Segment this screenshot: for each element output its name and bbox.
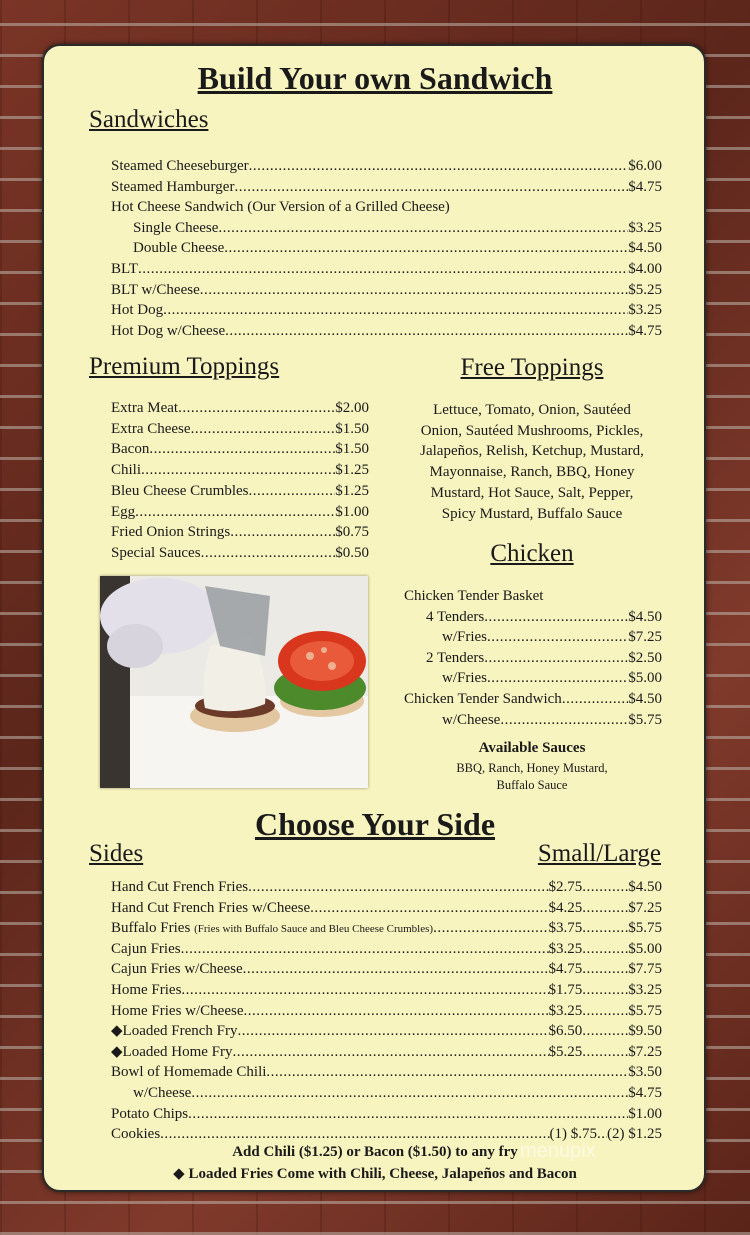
large-price: (2) $1.25 (607, 1126, 662, 1143)
item-label: Hot Dog w/Cheese (111, 322, 226, 339)
item-price: $1.50 (335, 420, 369, 437)
dot-leader (160, 1124, 549, 1144)
item-price: $4.50 (628, 608, 662, 625)
side-label: Hand Cut French Fries w/Cheese (111, 899, 311, 916)
large-price: $4.50 (628, 879, 662, 895)
item-label: Egg (111, 503, 136, 520)
page-title: Build Your own Sandwich (197, 60, 553, 96)
dot-leader (484, 648, 628, 668)
side-row (111, 1042, 662, 1062)
dot-leader (249, 156, 629, 176)
dot-leader (243, 1001, 548, 1021)
menu-row (111, 502, 369, 522)
menu-row (404, 689, 662, 709)
dot-leader-2 (597, 1124, 607, 1144)
side-label: ◆Loaded Home Fry (111, 1043, 233, 1060)
sauce-line: Buffalo Sauce (496, 778, 568, 792)
side-label: Cookies (111, 1126, 161, 1143)
item-price: $0.50 (335, 544, 369, 561)
dot-leader (188, 1104, 628, 1124)
small-price: $3.25 (548, 940, 583, 957)
side-label: Cajun Fries w/Cheese (111, 961, 243, 978)
menu-row (133, 238, 662, 258)
side-label: Potato Chips (111, 1105, 189, 1122)
menu-row (133, 218, 662, 238)
small-price: $4.75 (548, 961, 583, 978)
item-price: $3.25 (628, 302, 662, 319)
small-large-heading: Small/Large (537, 840, 661, 867)
menu-row (404, 586, 662, 606)
dot-leader-2 (582, 1021, 628, 1041)
item-label: Extra Cheese (111, 420, 191, 437)
dot-leader (248, 877, 548, 897)
side-note: (Fries with Buffalo Sauce and Bleu Cheese Crumbles) (194, 923, 434, 936)
item-label: Single Cheese (133, 219, 219, 236)
large-price: $7.25 (628, 899, 662, 916)
menu-row (426, 607, 662, 627)
side-label: Home Fries w/Cheese (111, 1002, 244, 1019)
menu-row (111, 481, 369, 501)
item-label: Fried Onion Strings (111, 524, 231, 541)
sandwich-photo-image (100, 576, 368, 788)
dot-leader (141, 460, 335, 480)
item-label: Chicken Tender Basket (404, 588, 544, 604)
large-price: $1.00 (628, 1105, 662, 1122)
small-price: $5.25 (548, 1043, 583, 1060)
large-price: $5.75 (628, 920, 662, 937)
large-price: $5.75 (628, 1002, 662, 1019)
menu-row (442, 668, 662, 688)
dot-leader-2 (582, 939, 628, 959)
menu-row (111, 543, 369, 563)
item-price: $1.50 (335, 441, 369, 458)
menu-row (111, 197, 662, 217)
small-price: $6.50 (548, 1023, 583, 1040)
item-label: Hot Dog (111, 302, 164, 319)
item-price: $6.00 (628, 158, 662, 174)
item-price: $0.75 (335, 524, 369, 541)
menu-row (111, 300, 662, 320)
item-label: Double Cheese (133, 240, 225, 257)
dot-leader (181, 939, 549, 959)
small-price: $3.25 (548, 1002, 583, 1019)
menu-row (111, 398, 369, 418)
free-topping-line: Jalapeños, Relish, Ketchup, Mustard, (420, 443, 644, 460)
dot-leader (224, 238, 628, 258)
dot-leader (243, 959, 549, 979)
item-price: $1.00 (335, 503, 369, 520)
side-label: Hand Cut French Fries (111, 879, 249, 895)
item-label: Special Sauces (111, 544, 201, 561)
dot-leader (181, 980, 548, 1000)
dot-leader (433, 918, 548, 938)
side-row (111, 1104, 662, 1124)
menu-row (111, 321, 662, 341)
dot-leader-2 (582, 1001, 628, 1021)
large-price: $7.75 (628, 961, 662, 978)
free-topping-line: Lettuce, Tomato, Onion, Sautéed (433, 402, 631, 418)
dot-leader (234, 177, 628, 197)
side-row (111, 877, 662, 897)
menu-row (442, 710, 662, 730)
menu-row (111, 280, 662, 300)
dot-leader (200, 280, 629, 300)
dot-leader-2 (582, 918, 628, 938)
item-price: $5.00 (628, 670, 662, 687)
item-price: $4.75 (628, 322, 662, 339)
menu-row (426, 648, 662, 668)
dot-leader (191, 419, 336, 439)
dot-leader (135, 502, 335, 522)
chicken-heading: Chicken (490, 540, 574, 567)
watermark: menupix (520, 1140, 596, 1162)
menu-row (442, 627, 662, 647)
side-label: Bowl of Homemade Chili (111, 1064, 267, 1081)
dot-leader (163, 300, 628, 320)
item-label: BLT w/Cheese (111, 281, 200, 298)
small-price: (1) $.75 (549, 1126, 597, 1143)
item-price: $3.25 (628, 219, 662, 236)
dot-leader (500, 710, 628, 730)
available-sauces-text (400, 760, 664, 794)
dot-leader (487, 668, 628, 688)
dot-leader (487, 627, 628, 647)
item-price: $4.50 (628, 691, 662, 707)
dot-leader-2 (582, 898, 628, 918)
dot-leader (238, 1021, 549, 1041)
menu-row (111, 522, 369, 542)
sandwiches-heading: Sandwiches (89, 106, 209, 133)
item-label: Chili (111, 462, 142, 479)
item-label: w/Fries (442, 629, 487, 646)
small-price: $4.25 (548, 899, 583, 916)
large-price: $7.25 (628, 1043, 662, 1060)
side-row (111, 1021, 662, 1041)
item-label: Hot Cheese Sandwich (Our Version of a Grilled Cheese) (111, 199, 450, 216)
free-topping-line: Mayonnaise, Ranch, BBQ, Honey (429, 464, 635, 481)
side-row (111, 918, 662, 938)
item-price: $7.25 (628, 629, 662, 646)
item-label: 4 Tenders (426, 608, 485, 625)
item-price: $1.25 (335, 462, 369, 479)
item-label: Bacon (111, 441, 150, 458)
premium-toppings-heading: Premium Toppings (89, 353, 280, 380)
menu-row (111, 439, 369, 459)
side-label: Home Fries (111, 982, 182, 998)
item-label: 2 Tenders (426, 649, 485, 666)
item-price: $5.25 (628, 281, 662, 298)
item-price: $1.25 (335, 482, 369, 499)
free-toppings-text (400, 400, 664, 524)
side-row (111, 980, 662, 1000)
dot-leader (230, 522, 335, 542)
dot-leader (138, 259, 628, 279)
item-label: w/Fries (442, 670, 487, 687)
side-row (111, 959, 662, 979)
side-label: Cajun Fries (111, 940, 181, 957)
dot-leader-2 (582, 959, 628, 979)
available-sauces-heading: Available Sauces (478, 740, 586, 756)
item-label: Steamed Hamburger (111, 178, 235, 195)
small-price: $2.75 (548, 879, 583, 895)
dot-leader (191, 1083, 628, 1103)
item-label: BLT (111, 261, 138, 277)
menu-row (111, 259, 662, 279)
dot-leader (266, 1062, 628, 1082)
free-topping-line: Spicy Mustard, Buffalo Sauce (441, 505, 623, 522)
large-price: $5.00 (628, 940, 662, 957)
dot-leader (233, 1042, 549, 1062)
item-label: Extra Meat (111, 400, 179, 416)
item-label: Steamed Cheeseburger (111, 158, 249, 174)
item-price: $4.50 (628, 240, 662, 257)
item-label: w/Cheese (442, 711, 501, 728)
side-label: ◆Loaded French Fry (111, 1023, 238, 1040)
dot-leader (562, 689, 628, 709)
dot-leader-2 (582, 1042, 628, 1062)
sandwich-photo (100, 576, 368, 788)
side-row (111, 1001, 662, 1021)
dot-leader (310, 898, 548, 918)
menu-row (111, 156, 662, 176)
dot-leader-2 (582, 877, 628, 897)
dot-leader-2 (582, 980, 628, 1000)
dot-leader (225, 321, 628, 341)
side-row (111, 939, 662, 959)
sauce-line: BBQ, Ranch, Honey Mustard, (456, 761, 608, 775)
item-label: Bleu Cheese Crumbles (111, 482, 249, 499)
side-label: Buffalo Fries (Fries with Buffalo Sauce and Bleu Cheese Crumbles) (111, 920, 434, 937)
menu-row (111, 419, 369, 439)
sides-heading: Sides (89, 840, 144, 867)
dot-leader (149, 439, 335, 459)
large-price: $9.50 (628, 1023, 662, 1040)
item-price: $5.75 (628, 711, 662, 728)
item-price: $2.50 (628, 649, 662, 666)
small-price: $3.75 (548, 920, 583, 937)
choose-side-title: Choose Your Side (254, 806, 496, 842)
loaded-fries-note: ◆ Loaded Fries Come with Chili, Cheese, Jalapeños and Bacon (173, 1166, 577, 1182)
item-price: $4.75 (628, 178, 662, 195)
add-chili-note: Add Chili ($1.25) or Bacon ($1.50) to any fry (232, 1144, 518, 1160)
dot-leader (201, 543, 336, 563)
free-topping-line: Mustard, Hot Sauce, Salt, Pepper, (430, 484, 634, 501)
small-price: $1.75 (548, 982, 583, 998)
side-row (111, 898, 662, 918)
dot-leader (218, 218, 628, 238)
free-topping-line: Onion, Sautéed Mushrooms, Pickles, (420, 422, 644, 439)
free-toppings-heading: Free Toppings (460, 354, 604, 381)
item-label: Chicken Tender Sandwich (404, 691, 562, 707)
large-price: $3.50 (628, 1064, 662, 1081)
item-price: $2.00 (335, 400, 369, 416)
dot-leader (178, 398, 335, 418)
side-row (111, 1062, 662, 1082)
dot-leader (248, 481, 335, 501)
side-label: w/Cheese (133, 1085, 192, 1101)
menu-row (111, 460, 369, 480)
large-price: $4.75 (628, 1085, 662, 1101)
dot-leader (484, 607, 628, 627)
side-row (133, 1083, 662, 1103)
item-price: $4.00 (628, 261, 662, 277)
large-price: $3.25 (628, 982, 662, 998)
menu-row (111, 177, 662, 197)
